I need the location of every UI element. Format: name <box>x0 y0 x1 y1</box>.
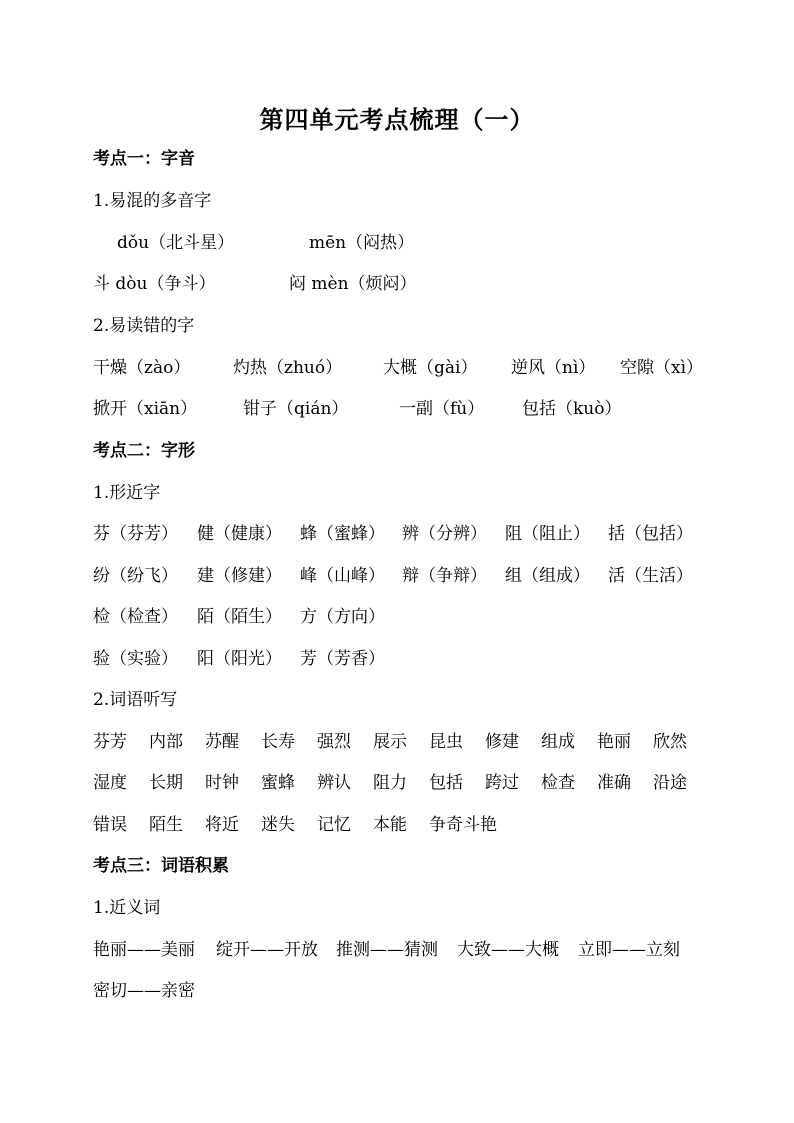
dictation-word: 蜜蜂 <box>261 773 295 793</box>
misread-item: 包括（kuò） <box>522 399 622 419</box>
polyphone-row-1 <box>117 232 415 254</box>
synonym-pair: 绽开——开放 <box>216 940 318 960</box>
dictation-word: 阻力 <box>373 773 407 793</box>
synonym-pair: 艳丽——美丽 <box>93 940 195 960</box>
dictation-word: 欣然 <box>653 732 687 752</box>
similar-item: 阳（阳光） <box>197 649 282 669</box>
dictation-word: 湿度 <box>93 773 127 793</box>
misread-item: 空隙（xì） <box>620 358 704 378</box>
dictation-word: 芬芳 <box>93 732 127 752</box>
section-heading-glyphs: 考点二：字形 <box>93 441 195 461</box>
similar-item: 辨（分辨） <box>402 524 487 544</box>
dictation-word: 记忆 <box>317 815 351 835</box>
subheading-polyphones: 1.易混的多音字 <box>93 191 212 211</box>
dictation-word: 强烈 <box>317 732 351 752</box>
similar-item: 组（组成） <box>505 566 590 586</box>
dictation-word: 内部 <box>149 732 183 752</box>
misread-item: 干燥（zào） <box>93 358 191 378</box>
polyphone-item: mēn（闷热） <box>309 233 415 253</box>
dictation-word: 长期 <box>149 773 183 793</box>
synonym-pair: 立即——立刻 <box>578 940 680 960</box>
dictation-word: 将近 <box>205 815 239 835</box>
polyphone-item: dǒu（北斗星） <box>117 233 235 253</box>
similar-item: 活（生活） <box>608 566 693 586</box>
dictation-word: 沿途 <box>653 773 687 793</box>
misread-item: 掀开（xiān） <box>93 399 198 419</box>
polyphone-row-2 <box>93 273 417 295</box>
misread-item: 灼热（zhuó） <box>233 358 343 378</box>
dictation-word: 组成 <box>541 732 575 752</box>
dictation-word: 昆虫 <box>429 732 463 752</box>
dictation-word: 时钟 <box>205 773 239 793</box>
synonym-pair: 密切——亲密 <box>93 981 195 1001</box>
similar-item: 检（检查） <box>93 607 178 627</box>
page-title: 第四单元考点梳理（一） <box>259 105 535 134</box>
dictation-word: 跨过 <box>485 773 519 793</box>
misread-item: 逆风（nì） <box>511 358 596 378</box>
section-heading-pronunciation: 考点一：字音 <box>93 149 195 169</box>
polyphone-item: 闷 mèn（烦闷） <box>289 274 417 294</box>
dictation-word: 本能 <box>373 815 407 835</box>
subheading-misread-chars: 2.易读错的字 <box>93 316 195 336</box>
similar-item: 峰（山峰） <box>300 566 385 586</box>
misread-item: 钳子（qián） <box>243 399 349 419</box>
dictation-word: 准确 <box>597 773 631 793</box>
similar-item: 纷（纷飞） <box>93 566 178 586</box>
dictation-word: 错误 <box>93 815 127 835</box>
dictation-word: 包括 <box>429 773 463 793</box>
dictation-word: 修建 <box>485 732 519 752</box>
similar-item: 阻（阻止） <box>505 524 590 544</box>
similar-item: 括（包括） <box>608 524 693 544</box>
similar-item: 方（方向） <box>300 607 385 627</box>
dictation-word: 苏醒 <box>205 732 239 752</box>
dictation-word: 争奇斗艳 <box>429 815 497 835</box>
synonym-pair: 大致——大概 <box>457 940 559 960</box>
subheading-similar-chars: 1.形近字 <box>93 483 161 503</box>
similar-item: 建（修建） <box>197 566 282 586</box>
dictation-word: 陌生 <box>149 815 183 835</box>
subheading-synonyms: 1.近义词 <box>93 898 161 918</box>
similar-item: 蜂（蜜蜂） <box>300 524 385 544</box>
synonym-pair: 推测——猜测 <box>336 940 438 960</box>
dictation-word: 辨认 <box>317 773 351 793</box>
similar-item: 验（实验） <box>93 649 178 669</box>
similar-item: 芬（芬芳） <box>93 524 178 544</box>
dictation-word: 迷失 <box>261 815 295 835</box>
dictation-word: 长寿 <box>261 732 295 752</box>
similar-item: 芳（芳香） <box>300 649 385 669</box>
similar-item: 陌（陌生） <box>197 607 282 627</box>
misread-item: 一副（fù） <box>399 399 485 419</box>
dictation-word: 展示 <box>373 732 407 752</box>
polyphone-item: 斗 dòu（争斗） <box>93 274 216 294</box>
similar-item: 健（健康） <box>197 524 282 544</box>
misread-item: 大概（gài） <box>383 358 478 378</box>
section-heading-vocabulary: 考点三：词语积累 <box>93 856 229 876</box>
similar-item: 辩（争辩） <box>402 566 487 586</box>
dictation-word: 检查 <box>541 773 575 793</box>
subheading-dictation: 2.词语听写 <box>93 690 178 710</box>
dictation-word: 艳丽 <box>597 732 631 752</box>
